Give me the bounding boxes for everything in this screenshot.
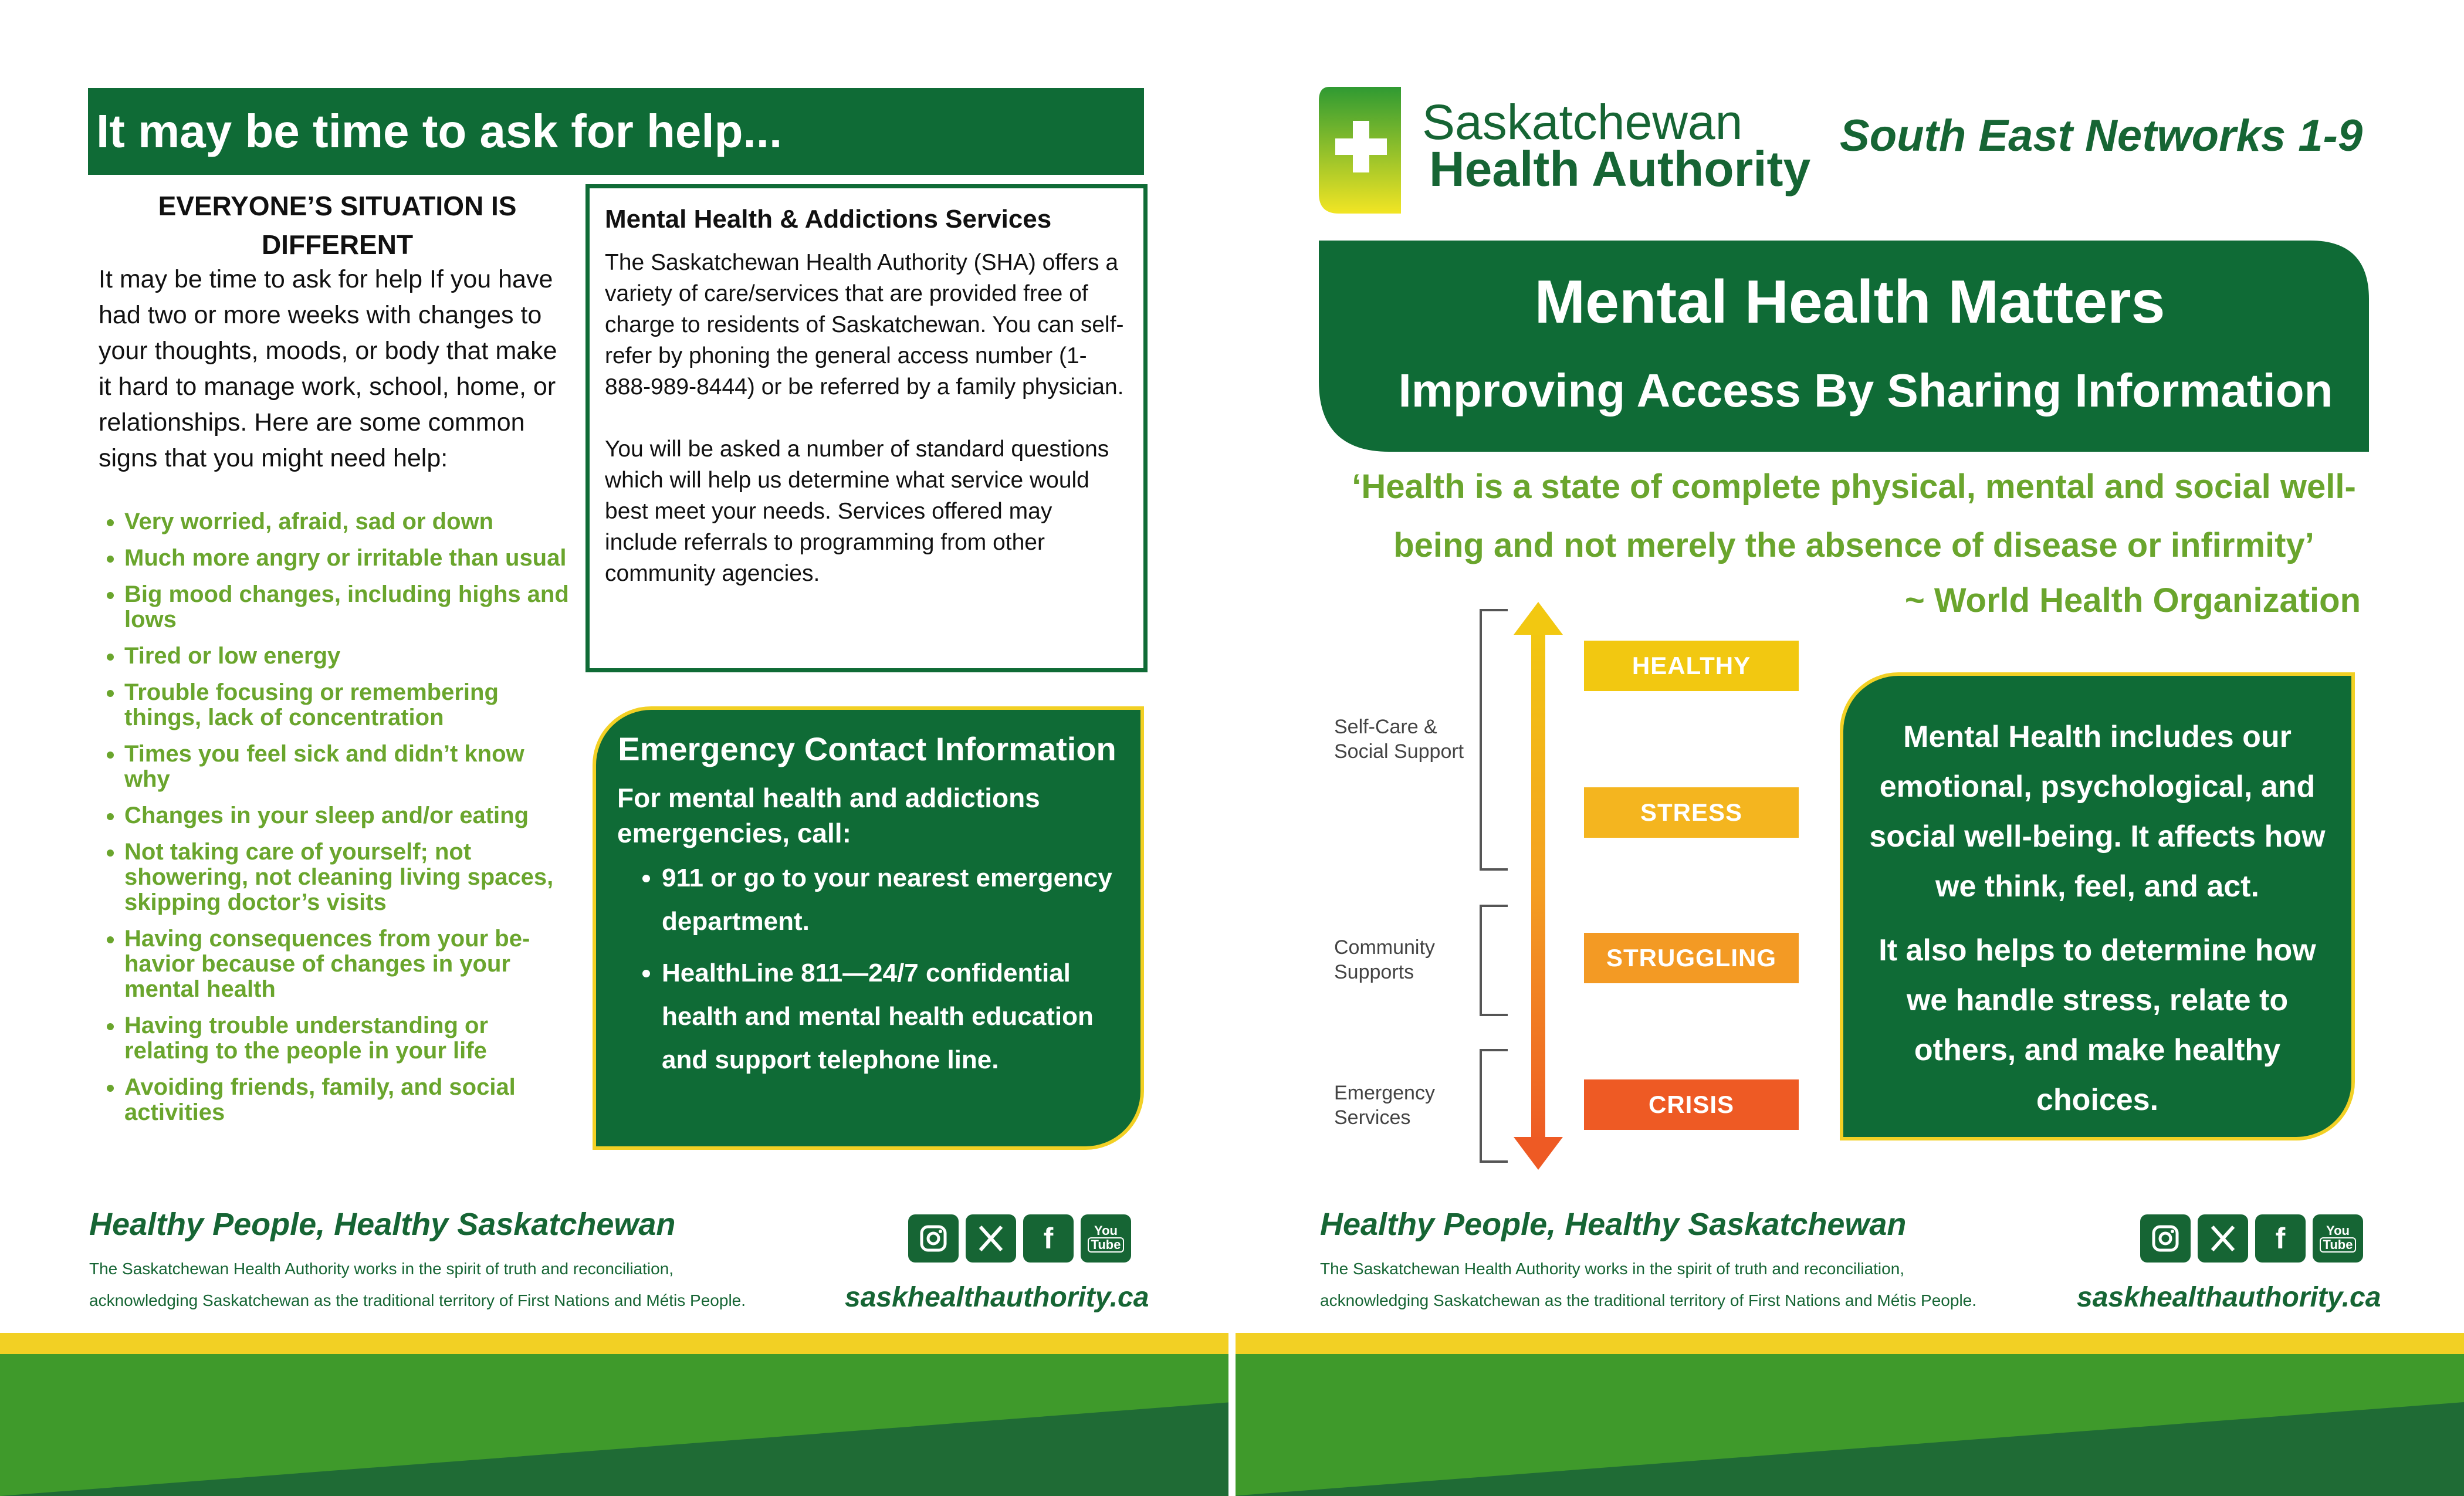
list-item: • Tired or low energy <box>124 644 575 669</box>
list-item: • Avoiding friends, family, and social activities <box>124 1075 575 1125</box>
facebook-icon[interactable]: f <box>1023 1214 1074 1263</box>
footer-statement-line: The Saskatchewan Health Authority works in the spirit of truth and reconciliation, <box>89 1260 674 1278</box>
stage-struggling: STRUGGLING <box>1584 933 1799 983</box>
situation-body: It may be time to ask for help If you have had two or more weeks with changes to your thoughts, moods, or body that make it hard to manage work, school, home, or relationships. Here are some common signs that you might need help: <box>99 265 557 472</box>
social-icons <box>2140 1214 2363 1263</box>
youtube-icon[interactable]: You Tube <box>2313 1214 2363 1263</box>
footer-statement-line: acknowledging Saskatchewan as the traditional territory of First Nations and Métis People. <box>89 1291 746 1309</box>
page-subtitle: Improving Access By Sharing Information <box>1398 364 2333 417</box>
footer-statement <box>89 1253 746 1316</box>
list-item: • Having trouble understanding or relating to the people in your life <box>124 1013 575 1064</box>
list-item: • Times you feel sick and didn’t know why <box>124 742 575 792</box>
who-quote: ‘Health is a state of complete physical, mental and social well-being and not merely the absence of disease or infirmity’ <box>1352 468 2356 564</box>
list-item: • HealthLine 811—24/7 confidential health and mental health education and support telephone line. <box>662 952 1117 1082</box>
footer-statement-line: acknowledging Saskatchewan as the traditional territory of First Nations and Métis People. <box>1320 1291 1977 1309</box>
page-title: Mental Health Matters <box>1534 268 2165 336</box>
mha-services-title: Mental Health & Addictions Services <box>605 205 1052 233</box>
mha-services-paragraph: You will be asked a number of standard questions which will help us determine what service would best meet your needs. Services offered may include referrals to programming from other community agencies. <box>605 436 1109 586</box>
region-title: South East Networks 1-9 <box>1840 111 2363 161</box>
continuum-group-label: Community Supports <box>1334 936 1435 983</box>
footer-tagline: Healthy People, Healthy Saskatchewan <box>89 1207 676 1242</box>
stage-healthy: HEALTHY <box>1584 641 1799 691</box>
youtube-icon[interactable]: You Tube <box>1081 1214 1131 1263</box>
social-icons <box>908 1214 1131 1263</box>
mental-health-info-box <box>1840 672 2355 1140</box>
info-paragraph: It also helps to determine how we handle stress, relate to others, and make healthy choices. <box>1879 933 2316 1117</box>
mha-services-paragraph: The Saskatchewan Health Authority (SHA) offers a variety of care/services that are provided free of charge to residents of Saskatchewan. You can self-refer by phoning the general access number (1-888-989-8444) or be referred by a family physician. <box>605 250 1124 400</box>
logo-name-line2: Health Authority <box>1429 141 1811 197</box>
continuum-group-label: Emergency Services <box>1334 1082 1435 1129</box>
website-link[interactable]: saskhealthauthority.ca <box>2077 1282 2381 1313</box>
list-item: • Much more angry or irritable than usual <box>124 546 575 571</box>
list-item: • Very worried, afraid, sad or down <box>124 509 575 534</box>
website-link[interactable]: saskhealthauthority.ca <box>845 1282 1149 1313</box>
emergency-title: Emergency Contact Information <box>618 730 1116 767</box>
bottom-green-band <box>0 1354 2464 1496</box>
quote-source: ~ World Health Organization <box>1904 581 2361 620</box>
stage-stress: STRESS <box>1584 787 1799 838</box>
panel-divider <box>1228 1333 1236 1354</box>
stage-crisis: CRISIS <box>1584 1079 1799 1130</box>
info-paragraph: Mental Health includes our emotional, psychological, and social well-being. It affects how we think, feel, and act. <box>1869 720 2326 903</box>
footer-statement <box>1320 1253 1976 1316</box>
mha-services-box <box>585 184 1148 672</box>
list-item: • Changes in your sleep and/or eating <box>124 803 575 828</box>
list-item: • Not taking care of yourself; not showering, not cleaning living spaces, skipping doctor’s visits <box>124 840 575 915</box>
list-item: • Big mood changes, including highs and lows <box>124 582 575 632</box>
list-item: • 911 or go to your nearest emergency department. <box>662 857 1117 943</box>
list-item: • Trouble focusing or remembering things, lack of concentration <box>124 680 575 730</box>
footer-tagline: Healthy People, Healthy Saskatchewan <box>1320 1207 1907 1242</box>
list-item: • Having consequences from your be-havior because of changes in your mental health <box>124 926 575 1002</box>
logo-name-line1: Saskatchewan <box>1422 94 1743 150</box>
x-twitter-icon[interactable] <box>966 1214 1016 1263</box>
left-banner-title: It may be time to ask for help... <box>88 88 1144 175</box>
continuum-group-label: Self-Care & Social Support <box>1334 716 1464 763</box>
instagram-icon[interactable] <box>908 1214 959 1263</box>
emergency-contact-box <box>593 706 1144 1150</box>
situation-heading: EVERYONE’S SITUATION IS DIFFERENT <box>158 191 517 260</box>
emergency-list <box>617 857 1117 1082</box>
instagram-icon[interactable] <box>2140 1214 2191 1263</box>
help-signs-list <box>94 509 575 1136</box>
footer-statement-line: The Saskatchewan Health Authority works in the spirit of truth and reconciliation, <box>1320 1260 1905 1278</box>
continuum-brackets <box>1467 598 1572 1173</box>
facebook-icon[interactable]: f <box>2255 1214 2306 1263</box>
sha-logo-icon <box>1319 87 1401 214</box>
emergency-intro: For mental health and addictions emergencies, call: <box>617 783 1040 848</box>
x-twitter-icon[interactable] <box>2198 1214 2248 1263</box>
